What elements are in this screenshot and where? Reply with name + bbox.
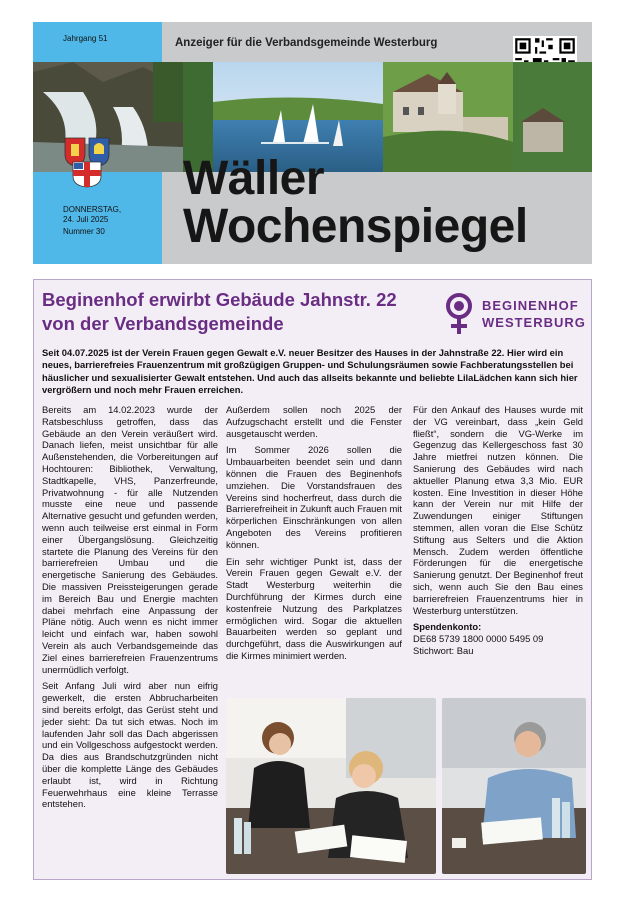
article-box: [33, 279, 592, 880]
signing-photo-1: [226, 698, 436, 874]
issue-weekday: DONNERSTAG,: [63, 205, 122, 214]
paragraph: Bereits am 14.02.2023 wurde der Ratsbeschluss getroffen, dass das Gebäude an den Verein veräußert wird. Danach liefen, meist unsichtbar für alle Außenstehenden, die Vorbereitungen auf Hochtouren: Bibliothek, Verwaltung, Stadtkapelle, VHS, Panzerfreunde, Privatwohnung - für alle Nutzenden musste eine neue und passende Alternative gesucht und gefunden werden, wenn auch teilweise erst einmal in Form einer Übergangslösung. Gleichzeitig startete die Planung des Vereins für den barrierefreien Umbau und die energetische Sanierung des Gebäudes. Die massiven Preissteigerungen gerade im Bereich Bau und Energie machten dabei mehrfach eine Anpassung der Pläne nötig. Auch wenn es nicht immer leicht und einfach war, haben sowohl Verein als auch Verbandsgemeinde das Ziel eines barrierefreien Frauenzentrums unermüdlich verfolgt.: [42, 404, 218, 675]
article-headline-line1: Beginenhof erwirbt Gebäude Jahnstr. 22: [42, 289, 397, 310]
paragraph: Seit Anfang Juli wird aber nun eifrig gewerkelt, die ersten Abbrucharbeiten sind bereits erfolgt, das Gerüst steht und jeder sieht: Da tut sich etwas. Noch im laufenden Jahr soll das Dach abgerissen und ein Vollgeschoss aufgestockt werden. Da dies aus Brandschutzgründen nicht über die komplette Länge des Gebäudes erlaubt ist, wird in Richtung Feuerwehrhaus eine kleine Terrasse entstehen.: [42, 680, 218, 810]
donation-label: Spendenkonto:: [413, 621, 482, 633]
tagline: Anzeiger für die Verbandsgemeinde Westerburg: [175, 37, 438, 49]
newspaper-title: [183, 152, 528, 253]
article-column-2: [226, 404, 402, 667]
article-column-1: [42, 404, 218, 874]
paragraph: Im Sommer 2026 sollen die Umbauarbeiten beendet sein und dann können die Frauen des Beginenhofs umziehen. Die Vorstandsfrauen des Vereins sind hocherfreut, dass durch die Barrierefreiheit in Zukunft auch Frauen mit körperlichen Einschränkungen von allen Angeboten des Vereins profitieren können.: [226, 444, 402, 550]
issue-info: [63, 205, 121, 237]
newspaper-title-line2: Wochenspiegel: [183, 200, 528, 253]
issue-date: 24. Juli 2025: [63, 215, 109, 224]
article-lead: Seit 04.07.2025 ist der Verein Frauen gegen Gewalt e.V. neuer Besitzer des Hauses in der Jahnstraße 22. Hier wird ein neues, barrierefreies Frauenzentrum mit großzügigen Gruppen- und Schulungsräumen sowie Fachberatungsstellen bei häuslicher und sexualisierter Gewalt entstehen. Und auch das allseits bekannte und beliebte LilaLädchen kann sich hier vergrößern und noch mehr Frauen erreichen.: [42, 347, 578, 396]
paragraph: Ein sehr wichtiger Punkt ist, dass der Verein Frauen gegen Gewalt e.V. der Stadt Westerburg weiterhin die Durchführung der Kirmes durch eine kostenfreie Nutzung des Parkplatzes ermöglichen wird. Sogar die aktuellen Bauarbeiten werden so geplant und durchgeführt, dass die Auswirkungen auf die Kirmes minimiert werden.: [226, 555, 402, 661]
article-headline: [42, 288, 397, 336]
article-headline-line2: von der Verbandsgemeinde: [42, 313, 284, 334]
paragraph: Außerdem sollen noch 2025 der Aufzugschacht erstellt und die Fenster ausgetauscht werden.: [226, 404, 402, 439]
issue-number: Nummer 30: [63, 227, 105, 236]
masthead: [33, 22, 592, 264]
article-column-3: [413, 404, 583, 657]
logo-text-line2: WESTERBURG: [482, 315, 586, 330]
beginenhof-logo: [440, 292, 590, 336]
donation-reference: Stichwort: Bau: [413, 644, 474, 656]
newspaper-title-line1: Wäller: [183, 152, 325, 205]
volume-label: Jahrgang 51: [63, 34, 108, 43]
paragraph: Für den Ankauf des Hauses wurde mit der VG vereinbart, dass „kein Geld fließt“, sondern die VG-Werke im Gegenzug das Kellergeschoss fast 30 Jahre mietfrei nutzen können. Die Sanierung des Gebäudes wird nach aktueller Planung etwa 3,3 Mio. EUR kosten. Eine Investition in dieser Höhe kann der Verein nur mit Hilfe der Zuwendungen einiger Stiftungen stemmen, allen voran die Else Schütz Stiftung aus Selters und die Aktion Mensch. Zudem werden öffentliche Förderungen für die energetische Sanierung genutzt. Der Beginenhof freut sich, wenn auch Sie den Bau eines barrierefreien Frauenzentrums hier in Westerburg unterstützen.: [413, 404, 583, 616]
signing-photo-2: [442, 698, 586, 874]
coat-of-arms-icon: [63, 136, 111, 188]
logo-text-line1: BEGINENHOF: [482, 298, 579, 313]
donation-iban: DE68 5739 1800 0000 5495 09: [413, 633, 544, 645]
venus-symbol-icon: [440, 292, 478, 336]
